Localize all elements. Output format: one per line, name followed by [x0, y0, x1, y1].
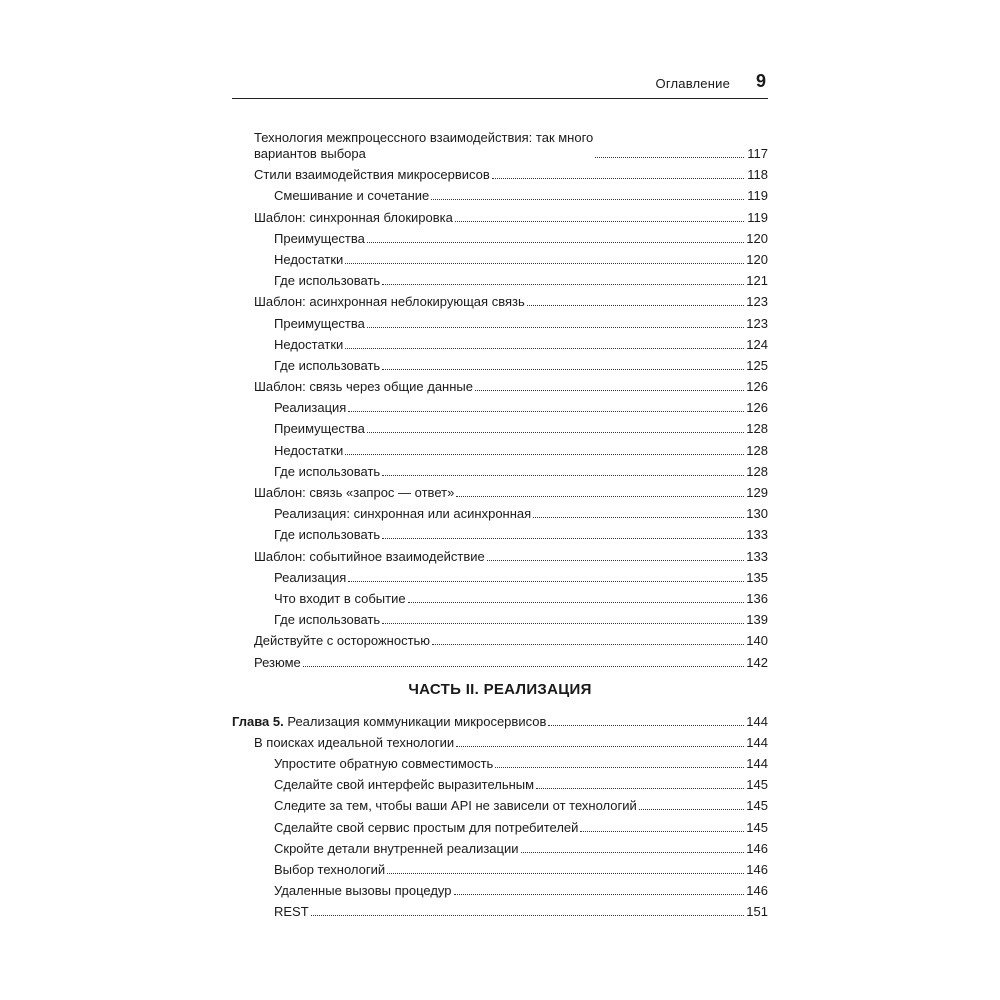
- leader-dots: [382, 475, 744, 476]
- toc-entry-page: 123: [746, 294, 768, 310]
- leader-dots: [367, 327, 744, 328]
- toc-entry-page: 128: [746, 421, 768, 437]
- toc-entry-page: 119: [747, 209, 768, 225]
- toc-entry: [232, 836, 768, 857]
- toc-entry-page: 133: [746, 527, 768, 543]
- toc-chapter-entry: [232, 709, 768, 730]
- leader-dots: [345, 263, 744, 264]
- toc-entry-page: 144: [746, 734, 768, 750]
- toc-entry: [232, 857, 768, 878]
- toc-entry-title: Шаблон: связь «запрос — ответ»: [254, 485, 455, 500]
- toc-entry-page: 126: [746, 400, 768, 416]
- toc-entry: [232, 416, 768, 437]
- leader-dots: [348, 411, 744, 412]
- toc-entry: [232, 332, 768, 353]
- toc-entry: [232, 374, 768, 395]
- toc-entry-title: Шаблон: асинхронная неблокирующая связь: [254, 294, 525, 310]
- toc-entry: [232, 793, 768, 814]
- toc-entry: [232, 522, 768, 543]
- toc-entry-title: Где использовать: [274, 612, 381, 628]
- toc-entry: [232, 204, 768, 225]
- toc-entry: [232, 268, 768, 289]
- chapter-label: Глава 5.: [232, 713, 284, 729]
- toc-entry-page: 136: [746, 590, 768, 606]
- toc-entry: [232, 586, 768, 607]
- toc-entry-title: Сделайте свой интерфейс выразительным: [274, 777, 535, 793]
- leader-dots: [548, 725, 744, 726]
- toc-entry-title-line1: Технология межпроцессного взаимодействия: так много: [254, 130, 594, 145]
- toc-entry: [232, 628, 768, 649]
- toc-entry-page: 140: [746, 633, 768, 649]
- toc-entry-title: Выбор технологий: [274, 862, 386, 877]
- toc-list-chapter5: [232, 730, 768, 921]
- toc-entry: [232, 247, 768, 268]
- toc-entry: [232, 183, 768, 204]
- table-of-contents: [232, 126, 768, 920]
- leader-dots: [533, 517, 744, 518]
- toc-entry-page: 146: [746, 862, 768, 877]
- toc-entry-page: 145: [746, 777, 768, 793]
- toc-entry-page: 118: [747, 167, 768, 183]
- toc-entry-page: 125: [746, 357, 768, 373]
- toc-entry-title: Где использовать: [274, 527, 381, 543]
- toc-entry-title: Резюме: [254, 654, 301, 670]
- leader-dots: [527, 305, 744, 306]
- toc-entry: [232, 878, 768, 899]
- toc-entry-title: Смешивание и сочетание: [274, 188, 430, 204]
- toc-entry-page: 128: [746, 463, 768, 479]
- leader-dots: [432, 644, 744, 645]
- toc-entry-page: 120: [746, 230, 768, 246]
- toc-entry: [232, 162, 768, 183]
- toc-entry-title: Преимущества: [274, 230, 365, 246]
- toc-entry-page: 120: [746, 251, 768, 267]
- toc-entry-title: Недостатки: [274, 442, 344, 458]
- toc-entry: [232, 226, 768, 247]
- toc-entry: [232, 353, 768, 374]
- toc-entry-title: Следите за тем, чтобы ваши API не зависели от технологий: [274, 798, 637, 814]
- toc-entry: [232, 459, 768, 480]
- toc-entry-page: 128: [746, 442, 768, 458]
- toc-entry-title: Где использовать: [274, 273, 381, 289]
- toc-entry-page: 121: [746, 273, 768, 289]
- toc-entry: [232, 437, 768, 458]
- leader-dots: [408, 602, 744, 603]
- toc-entry-title: Сделайте свой сервис простым для потребителей: [274, 819, 579, 835]
- toc-entry: [232, 501, 768, 522]
- toc-entry-title: В поисках идеальной технологии: [254, 734, 455, 750]
- toc-entry-page: 144: [746, 756, 768, 772]
- toc-entry-title: [254, 130, 593, 162]
- toc-entry-page: 146: [746, 840, 768, 856]
- toc-entry-title: Шаблон: связь через общие данные: [254, 379, 473, 395]
- toc-entry-title: Скройте детали внутренней реализации: [274, 840, 519, 856]
- toc-entry: [232, 607, 768, 628]
- leader-dots: [345, 454, 744, 455]
- leader-dots: [456, 746, 744, 747]
- toc-entry-title: Шаблон: событийное взаимодействие: [254, 548, 485, 564]
- toc-entry: [232, 289, 768, 310]
- page-header: [232, 70, 768, 99]
- toc-entry-page: 130: [746, 506, 768, 522]
- leader-dots: [311, 915, 744, 916]
- toc-entry-page: 123: [746, 315, 768, 331]
- toc-entry-title: Где использовать: [274, 463, 381, 479]
- leader-dots: [382, 284, 744, 285]
- leader-dots: [475, 390, 744, 391]
- leader-dots: [521, 852, 745, 853]
- toc-entry-page: 145: [746, 819, 768, 835]
- leader-dots: [487, 560, 744, 561]
- toc-entry: [232, 565, 768, 586]
- toc-entry-page: 144: [746, 713, 768, 729]
- toc-entry-title: Действуйте с осторожностью: [254, 633, 431, 649]
- toc-entry: [232, 772, 768, 793]
- leader-dots: [345, 348, 744, 349]
- toc-entry: [232, 751, 768, 772]
- toc-entry: [232, 480, 768, 501]
- toc-entry: [232, 899, 768, 920]
- toc-entry: [232, 649, 768, 670]
- toc-entry-title: Стили взаимодействия микросервисов: [254, 167, 490, 183]
- toc-entry-page: 119: [747, 188, 768, 204]
- toc-entry-title: Реализация: [274, 569, 347, 585]
- leader-dots: [595, 157, 744, 158]
- leader-dots: [367, 242, 744, 243]
- toc-entry: [232, 730, 768, 751]
- leader-dots: [382, 369, 744, 370]
- toc-entry-page: 129: [746, 485, 768, 500]
- toc-entry-page: 142: [746, 654, 768, 670]
- leader-dots: [303, 666, 744, 667]
- leader-dots: [639, 809, 744, 810]
- toc-entry-title: Преимущества: [274, 421, 365, 437]
- toc-entry: [232, 395, 768, 416]
- toc-entry-page: 139: [746, 612, 768, 628]
- toc-chapter-title: [232, 714, 546, 730]
- leader-dots: [454, 894, 745, 895]
- toc-entry-title: Что входит в событие: [274, 590, 406, 606]
- leader-dots: [387, 873, 744, 874]
- toc-entry-title: Преимущества: [274, 315, 365, 331]
- page-number: 9: [755, 71, 766, 91]
- leader-dots: [536, 788, 744, 789]
- leader-dots: [431, 199, 744, 200]
- toc-entry-page: 146: [746, 883, 768, 899]
- toc-entry-page: 126: [746, 379, 768, 395]
- toc-entry-title: Недостатки: [274, 336, 344, 352]
- toc-entry-page: 151: [746, 904, 768, 920]
- toc-entry-title: Где использовать: [274, 357, 381, 373]
- toc-entry-title: Упростите обратную совместимость: [274, 756, 494, 772]
- toc-entry-title: Реализация: синхронная или асинхронная: [274, 506, 532, 522]
- leader-dots: [382, 623, 744, 624]
- running-title: Оглавление: [655, 76, 730, 91]
- toc-entry-title-line2: вариантов выбора: [254, 146, 366, 161]
- toc-entry-page: 124: [746, 336, 768, 352]
- part-heading: ЧАСТЬ II. РЕАЛИЗАЦИЯ: [408, 680, 592, 698]
- toc-entry: [232, 814, 768, 835]
- leader-dots: [495, 767, 744, 768]
- toc-entry-title: Недостатки: [274, 251, 344, 267]
- leader-dots: [367, 432, 744, 433]
- leader-dots: [492, 178, 744, 179]
- leader-dots: [382, 538, 744, 539]
- toc-entry: [232, 310, 768, 331]
- leader-dots: [455, 221, 744, 222]
- toc-entry-title: Шаблон: синхронная блокировка: [254, 209, 453, 225]
- leader-dots: [580, 831, 744, 832]
- toc-entry-page: 133: [746, 548, 768, 564]
- toc-entry: [232, 543, 768, 564]
- toc-entry-page: 135: [746, 569, 768, 585]
- toc-entry-title: Реализация: [274, 400, 347, 416]
- toc-entry-page: 117: [747, 146, 768, 161]
- toc-entry-title: Удаленные вызовы процедур: [274, 883, 452, 899]
- chapter-title: Реализация коммуникации микросервисов: [287, 713, 547, 729]
- toc-entry-title: REST: [274, 904, 309, 920]
- toc-list-chapter4: [232, 162, 768, 671]
- leader-dots: [348, 581, 744, 582]
- toc-entry-page: 145: [746, 798, 768, 814]
- leader-dots: [456, 496, 744, 497]
- toc-entry: [232, 126, 768, 162]
